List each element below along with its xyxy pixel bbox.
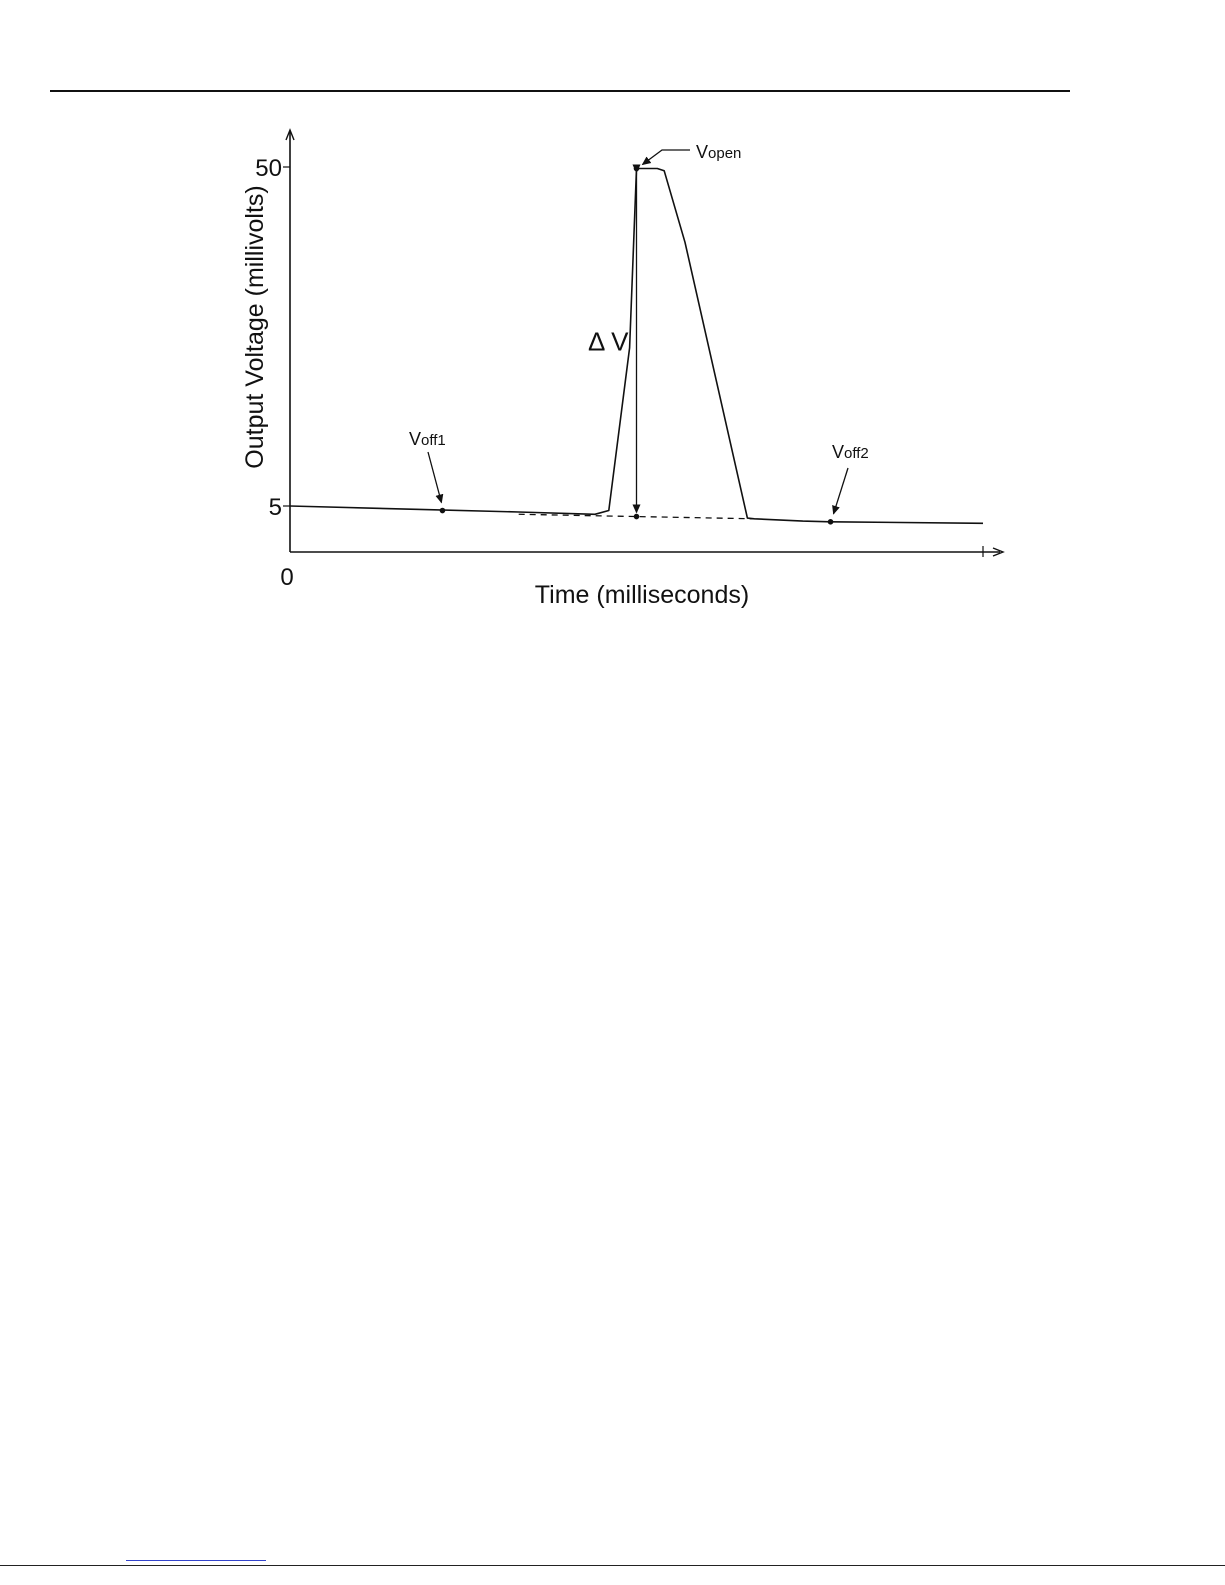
delta-v-label: Δ V [588, 326, 629, 357]
y-axis-label: Output Voltage (millivolts) [241, 185, 269, 469]
voff1-point [440, 508, 446, 514]
voff2-arrow [834, 468, 848, 514]
vopen-point [634, 166, 640, 172]
baseline-midpoint [634, 514, 640, 520]
voltage-time-chart [0, 0, 1225, 640]
vopen-label: Vopen [696, 142, 742, 162]
voff2-label: Voff2 [832, 442, 869, 462]
voff1-arrow [428, 452, 441, 503]
x-tick-label-0: 0 [280, 564, 294, 591]
x-axis-label: Time (milliseconds) [534, 581, 750, 609]
y-tick-label-5: 5 [268, 494, 282, 521]
voff1-label: Voff1 [409, 429, 446, 449]
footer-rule [0, 1565, 1225, 1566]
footer-link-underline[interactable] [126, 1560, 266, 1561]
y-tick-label-50: 50 [255, 155, 282, 182]
vopen-leader [643, 150, 691, 165]
voff2-point [828, 519, 834, 525]
